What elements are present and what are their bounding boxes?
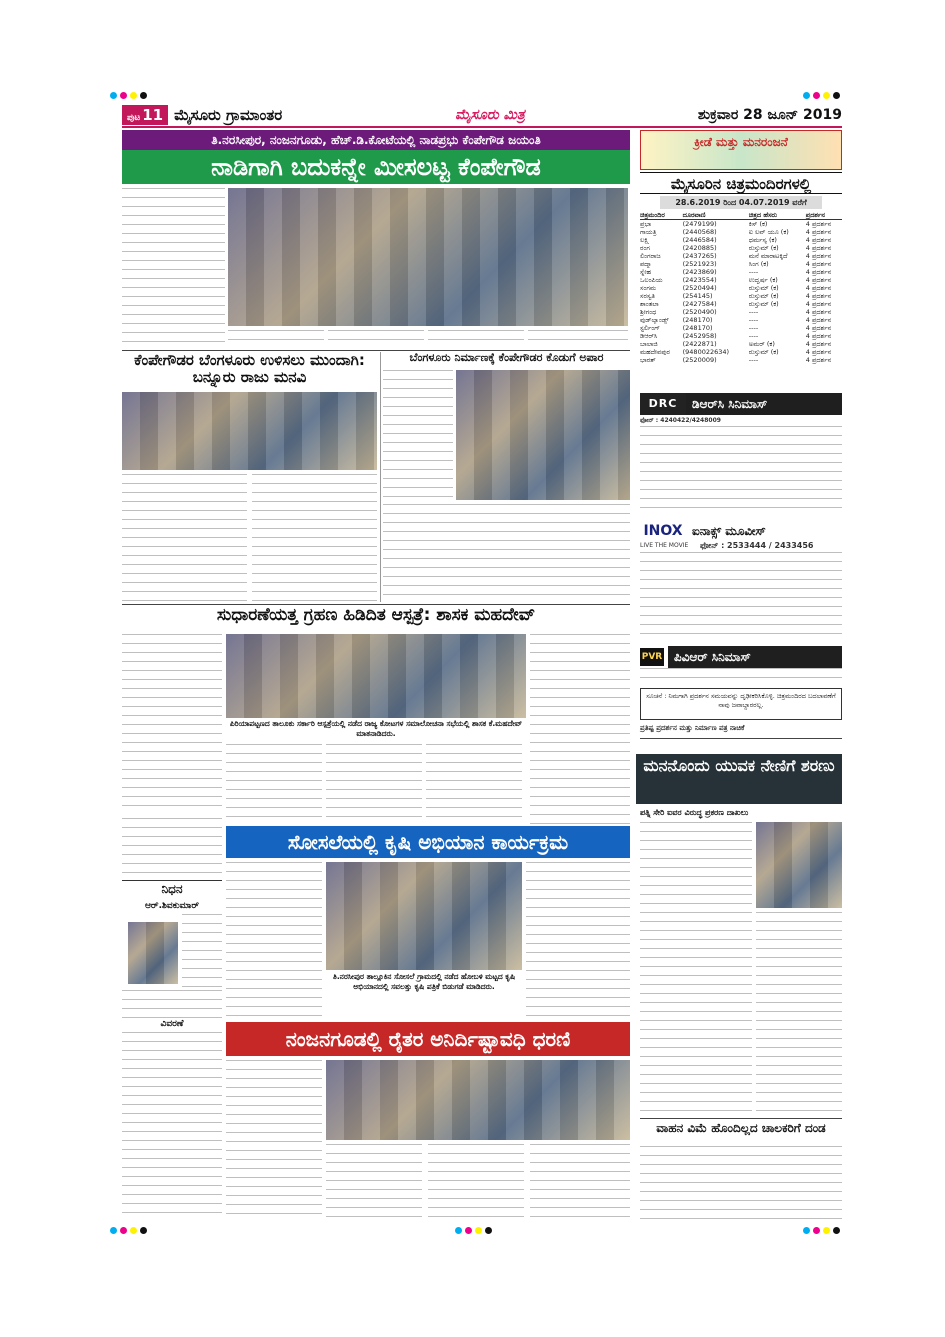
cinema-dates: 28.6.2019 ರಿಂದ 04.07.2019 ವರೆಗೆ bbox=[660, 196, 822, 209]
obituary-heading: ನಿಧನ bbox=[161, 882, 183, 896]
table-cell: 4 ಪ್ರದರ್ಶನ bbox=[805, 300, 832, 308]
table-cell: ಶಾಂತಲಾ bbox=[640, 300, 659, 308]
drc-logo: DRC bbox=[640, 393, 686, 415]
drc-banner bbox=[640, 393, 842, 415]
story-headline-dark: ಮನನೊಂದು ಯುವಕ ನೇಣಿಗೆ ಶರಣು bbox=[636, 754, 842, 804]
table-cell: ಐ ಲವ್ ಯೂ (ಕ) bbox=[748, 228, 789, 236]
story-column bbox=[122, 990, 222, 1018]
table-cell: ರಂಗ bbox=[640, 244, 650, 252]
lead-column-2 bbox=[228, 330, 324, 348]
registration-marks bbox=[803, 1227, 840, 1234]
table-cell: (2520009) bbox=[682, 356, 717, 364]
table-cell: ಪ್ರಭಾ bbox=[640, 220, 652, 228]
table-cell: 4 ಪ್ರದರ್ಶನ bbox=[805, 260, 832, 268]
table-cell: ---- bbox=[748, 308, 759, 316]
table-cell: 4 ಪ್ರದರ್ಶನ bbox=[805, 268, 832, 276]
inox-listing bbox=[640, 552, 842, 642]
table-row bbox=[640, 260, 842, 268]
page-header bbox=[122, 104, 842, 126]
table-cell: ಒಲಂಪಿಯ bbox=[640, 276, 663, 284]
table-cell: (2423869) bbox=[682, 268, 717, 276]
story-photo bbox=[122, 392, 377, 470]
story-photo bbox=[226, 634, 526, 718]
table-row bbox=[640, 244, 842, 252]
inox-phone: ಫೋನ್ : 2533444 / 2433456 bbox=[700, 541, 814, 550]
photo-caption: ತಿ.ನರಸೀಪುರ ತಾಲ್ಲೂಕಿನ ಸೋಸಲೆ ಗ್ರಾಮದಲ್ಲಿ ನಡೆದ ಹೋಬಳಿ ಮಟ್ಟದ ಕೃಷಿ ಅಭಿಯಾನದಲ್ಲಿ ಸವಲತ್ತು ಕೃಷಿ ಪತ್ರಿಕೆ ಬಿಡುಗಡೆ ಮಾಡಿದರು. bbox=[332, 972, 516, 991]
story-photo bbox=[326, 862, 522, 970]
table-row bbox=[640, 292, 842, 300]
table-cell: ಸರಸ್ವತಿ bbox=[640, 292, 655, 300]
table-row bbox=[640, 316, 842, 324]
obituary-photo bbox=[128, 922, 178, 984]
section-heading: ವಿವರಣೆ bbox=[160, 1019, 184, 1029]
story-column bbox=[122, 818, 222, 876]
table-cell: ---- bbox=[748, 324, 759, 332]
issue-date: ಶುಕ್ರವಾರ 28 ಜೂನ್ 2019 bbox=[697, 107, 842, 123]
table-cell: 4 ಪ್ರದರ್ಶನ bbox=[805, 332, 832, 340]
table-cell: ಮಹದೇವಪುರ bbox=[640, 348, 670, 356]
cinema-heading: ಮೈಸೂರಿನ ಚಿತ್ರಮಂದಿರಗಳಲ್ಲಿ bbox=[640, 172, 842, 194]
table-row bbox=[640, 228, 842, 236]
table-cell: ಲಿಂಗರಾಜ bbox=[640, 252, 661, 260]
theatre-table bbox=[640, 211, 842, 364]
table-cell: ಪದ್ಮಾ bbox=[640, 260, 652, 268]
pvr-name: ಪಿವಿಆರ್ ಸಿನಿಮಾಸ್ bbox=[668, 646, 842, 668]
table-row bbox=[640, 276, 842, 284]
lead-column-4 bbox=[428, 330, 524, 348]
table-cell: ಶ್ರೀಗಂಧ bbox=[640, 308, 657, 316]
table-row bbox=[640, 356, 842, 364]
table-cell: 4 ಪ್ರದರ್ಶನ bbox=[805, 356, 832, 364]
table-cell: ಅಮರ್ (ಕ) bbox=[748, 340, 775, 348]
table-header: ಚಿತ್ರದ ಹೆಸರು bbox=[749, 211, 806, 220]
table-cell: ---- bbox=[748, 316, 759, 324]
table-cell: ರುಸ್ತುಮ್ (ಕ) bbox=[748, 292, 779, 300]
story-headline: ಬೆಂಗಳೂರು ನಿರ್ಮಾಣಕ್ಕೆ ಕೆಂಪೇಗೌಡರ ಕೊಡುಗೆ ಅಪಾರ bbox=[383, 352, 630, 368]
table-header: ಚಿತ್ರಮಂದಿರ bbox=[640, 211, 683, 220]
story-column bbox=[530, 1144, 630, 1220]
photo-caption: ಪಿರಿಯಾಪಟ್ಟಣದ ತಾಲೂಕು ಸರ್ಕಾರಿ ಆಸ್ಪತ್ರೆಯಲ್ಲಿ ನಡೆದ ರಾಜ್ಯ ಕೋಟಗಳ ಸಮಾಲೋಚನಾ ಸಭೆಯಲ್ಲಿ ಶಾಸಕ ಕೆ.ಮಹದೇವ್ ಮಾತನಾಡಿದರು. bbox=[229, 719, 523, 738]
story-column bbox=[640, 1146, 842, 1220]
inox-logo: INOX bbox=[643, 523, 683, 539]
table-cell: (2452958) bbox=[682, 332, 717, 340]
story-column bbox=[122, 474, 247, 602]
pvr-logo: PVR bbox=[640, 648, 664, 666]
table-cell: ಮನೆ ಮಾರಾಟಕ್ಕಿದೆ bbox=[748, 252, 788, 260]
story-column bbox=[526, 862, 630, 1020]
table-cell: ಬಾಲಾಜಿ bbox=[640, 340, 658, 348]
obituary-box bbox=[122, 880, 222, 900]
registration-marks bbox=[803, 92, 840, 99]
registration-marks bbox=[110, 1227, 147, 1234]
story-photo bbox=[326, 1060, 630, 1140]
table-cell: ಗಾಯತ್ರಿ bbox=[640, 228, 657, 236]
story-headline: ಕೆಂಪೇಗೌಡರ ಬೆಂಗಳೂರು ಉಳಿಸಲು ಮುಂದಾಗಿ: ಬನ್ನೂರು ರಾಜು ಮನವಿ bbox=[134, 351, 365, 386]
divider bbox=[640, 1118, 842, 1119]
table-cell: (248170) bbox=[682, 324, 713, 332]
pvr-banner bbox=[640, 646, 842, 668]
table-cell: (2446584) bbox=[682, 236, 717, 244]
table-row bbox=[640, 268, 842, 276]
page-number: ಪುಟ 11 bbox=[122, 105, 168, 125]
story-column bbox=[383, 370, 453, 500]
divider bbox=[380, 352, 381, 602]
divider bbox=[640, 738, 842, 739]
table-cell: ಕಿಸ್ (ಕ) bbox=[748, 220, 768, 228]
table-row bbox=[640, 332, 842, 340]
table-cell: ಸ್ಟರ್ಲಿಂಗ್ bbox=[640, 324, 660, 332]
drc-phone: ಫೋನ್ : 4240422/4248009 bbox=[640, 417, 721, 424]
story-column bbox=[226, 1060, 322, 1220]
story-column bbox=[122, 1032, 222, 1220]
table-cell: (2520494) bbox=[682, 284, 717, 292]
table-cell: (2422871) bbox=[682, 340, 717, 348]
table-row bbox=[640, 308, 842, 316]
table-cell: ರುಸ್ತುಮ್ (ಕ) bbox=[748, 244, 779, 252]
story-column bbox=[226, 862, 322, 1020]
table-cell: 4 ಪ್ರದರ್ಶನ bbox=[805, 228, 832, 236]
table-cell: 4 ಪ್ರದರ್ಶನ bbox=[805, 308, 832, 316]
story-headline: ವಾಹನ ವಿಮೆ ಹೊಂದಿಲ್ಲದ ಚಾಲಕರಿಗೆ ದಂಡ bbox=[656, 1121, 826, 1135]
table-cell: 4 ಪ್ರದರ್ಶನ bbox=[805, 244, 832, 252]
table-cell: ರುಸ್ತುಮ್ (ಕ) bbox=[748, 300, 779, 308]
table-cell: (2440568) bbox=[682, 228, 717, 236]
table-cell: ಲಕ್ಷ್ಮಿ bbox=[640, 236, 650, 244]
table-cell: (2437265) bbox=[682, 252, 717, 260]
drc-name: ಡಿಆರ್‌ಸಿ ಸಿನಿಮಾಸ್ bbox=[686, 393, 842, 415]
table-cell: (2479199) bbox=[682, 220, 717, 228]
table-header: ದೂರವಾಣಿ bbox=[683, 211, 749, 220]
lead-column-1 bbox=[122, 188, 225, 348]
lead-column-5 bbox=[528, 330, 628, 348]
table-cell: 4 ಪ್ರದರ್ಶನ bbox=[805, 236, 832, 244]
table-cell: ರುಸ್ತುಮ್ (ಕ) bbox=[748, 284, 779, 292]
table-cell: ---- bbox=[748, 268, 759, 276]
table-cell: (254145) bbox=[682, 292, 713, 300]
table-cell: 4 ಪ್ರದರ್ಶನ bbox=[805, 316, 832, 324]
drc-listing bbox=[640, 426, 842, 510]
story-column bbox=[426, 744, 522, 824]
table-cell: 4 ಪ್ರದರ್ಶನ bbox=[805, 276, 832, 284]
registration-marks bbox=[455, 1227, 492, 1234]
story-column bbox=[226, 744, 322, 824]
table-row bbox=[640, 220, 842, 229]
page-number-box bbox=[122, 105, 282, 125]
table-cell: 4 ಪ್ರದರ್ಶನ bbox=[805, 348, 832, 356]
table-cell: ಸಂಗಮ bbox=[640, 284, 657, 292]
sports-entertainment-banner: ಕ್ರೀಡೆ ಮತ್ತು ಮನರಂಜನೆ bbox=[640, 130, 842, 170]
registration-marks bbox=[110, 92, 147, 99]
story-column bbox=[640, 822, 752, 1112]
table-cell: ---- bbox=[748, 356, 759, 364]
inox-tag: LIVE THE MOVIE bbox=[640, 542, 689, 549]
table-cell: (2521923) bbox=[682, 260, 717, 268]
table-cell: 4 ಪ್ರದರ್ಶನ bbox=[805, 220, 832, 228]
lead-column-3 bbox=[328, 330, 424, 348]
story-banner: ಸೋಸಲೆಯಲ್ಲಿ ಕೃಷಿ ಅಭಿಯಾನ ಕಾರ್ಯಕ್ರಮ bbox=[226, 826, 630, 858]
table-cell: (9480022634) bbox=[682, 348, 730, 356]
header-rule bbox=[122, 126, 842, 128]
table-cell: 4 ಪ್ರದರ್ಶನ bbox=[805, 284, 832, 292]
table-header: ಪ್ರದರ್ಶನ bbox=[806, 211, 842, 220]
table-cell: ---- bbox=[748, 332, 759, 340]
table-cell: ಧರ್ಮಸ್ಯ (ಕ) bbox=[748, 236, 777, 244]
lead-strap: ತಿ.ನರಸೀಪುರ, ನಂಜನಗೂಡು, ಹೆಚ್.ಡಿ.ಕೋಟೆಯಲ್ಲಿ ನಾಡಪ್ರಭು ಕೆಂಪೇಗೌಡ ಜಯಂತಿ bbox=[122, 130, 630, 150]
table-cell: 4 ಪ್ರದರ್ಶನ bbox=[805, 252, 832, 260]
cinema-notice: ಸೂಚನೆ : ನಿಮಗಾಗಿ ಪ್ರದರ್ಶನ ಸಮಯವನ್ನು ದೃಢೀಕರಿಸಿಕೊಳ್ಳಿ. ಚಿತ್ರಮಂದಿರದ ಬದಲಾವಣೆಗೆ ನಾವು ಜವಾಬ್ದಾರರಲ್ಲ. bbox=[640, 688, 842, 720]
cinema-notice-2: ಪ್ರತಿಷ್ಟ ಪ್ರದರ್ಶನ ಮತ್ತು ನಿರ್ಮಾಣ ಪತ್ರ ನಾಚಿಕೆ bbox=[640, 724, 745, 732]
table-row bbox=[640, 284, 842, 292]
lead-headline: ನಾಡಿಗಾಗಿ ಬದುಕನ್ನೇ ಮೀಸಲಟ್ಟ ಕೆಂಪೇಗೌಡ bbox=[122, 150, 630, 184]
table-cell: 4 ಪ್ರದರ್ಶನ bbox=[805, 292, 832, 300]
story-column bbox=[428, 1144, 524, 1220]
story-column bbox=[756, 912, 842, 1112]
table-cell: ಡಿಆರ್‌ಸಿ bbox=[640, 332, 658, 340]
table-cell: (248170) bbox=[682, 316, 713, 324]
table-row bbox=[640, 348, 842, 356]
table-row bbox=[640, 300, 842, 308]
story-subhead: ಪತ್ನಿ ಸೇರಿ ಐವರ ವಿರುದ್ಧ ಪ್ರಕರಣ ದಾಖಲು bbox=[640, 808, 749, 817]
masthead: ಮೈಸೂರು ಮಿತ್ರ bbox=[455, 107, 525, 123]
table-cell: (2420885) bbox=[682, 244, 717, 252]
story-column bbox=[252, 474, 377, 602]
pvr-listing bbox=[640, 668, 842, 686]
table-row bbox=[640, 236, 842, 244]
story-column bbox=[326, 1144, 422, 1220]
story-headline: ಸುಧಾರಣೆಯತ್ತ ಗ್ರಹಣ ಹಿಡಿದಿತ ಆಸ್ಪತ್ರೆ: ಶಾಸಕ ಮಹದೇವ್ bbox=[216, 605, 536, 625]
table-cell: ರುಸ್ತುಮ್ (ಕ) bbox=[748, 348, 779, 356]
story-column bbox=[530, 634, 630, 824]
inox-banner bbox=[640, 520, 842, 542]
table-row bbox=[640, 324, 842, 332]
table-cell: (2423554) bbox=[682, 276, 717, 284]
lead-photo bbox=[228, 188, 628, 326]
story-column bbox=[122, 634, 222, 814]
story-photo bbox=[756, 822, 842, 908]
table-cell: ಸಿಂಗ (ಕ) bbox=[748, 260, 769, 268]
table-row bbox=[640, 252, 842, 260]
table-cell: 4 ಪ್ರದರ್ಶನ bbox=[805, 340, 832, 348]
story-column bbox=[326, 744, 422, 824]
obituary-name: ಆರ್.ಶಿವಕುಮಾರ್ bbox=[144, 901, 200, 911]
table-cell: ಭಾರತ್ bbox=[640, 356, 656, 364]
table-cell: ಉದ್ಘರ್ಷ (ಕ) bbox=[748, 276, 778, 284]
inox-name: ಐನಾಕ್ಸ್ ಮೂವೀಸ್ bbox=[686, 520, 842, 542]
story-column bbox=[182, 914, 222, 994]
story-column bbox=[383, 504, 630, 602]
table-cell: ಸ್ನೇಹ bbox=[640, 268, 651, 276]
story-photo bbox=[456, 370, 630, 500]
table-cell: (2427584) bbox=[682, 300, 717, 308]
table-cell: 4 ಪ್ರದರ್ಶನ bbox=[805, 324, 832, 332]
section-name: ಮೈಸೂರು ಗ್ರಾಮಾಂತರ bbox=[174, 106, 283, 124]
table-cell: (2520490) bbox=[682, 308, 717, 316]
table-cell: ವುಡ್‌ಲ್ಯಾಂಡ್ಸ್ bbox=[640, 316, 669, 324]
story-banner: ನಂಜನಗೂಡಲ್ಲಿ ರೈತರ ಅನಿರ್ದಿಷ್ಟಾವಧಿ ಧರಣಿ bbox=[226, 1022, 630, 1056]
table-row bbox=[640, 340, 842, 348]
